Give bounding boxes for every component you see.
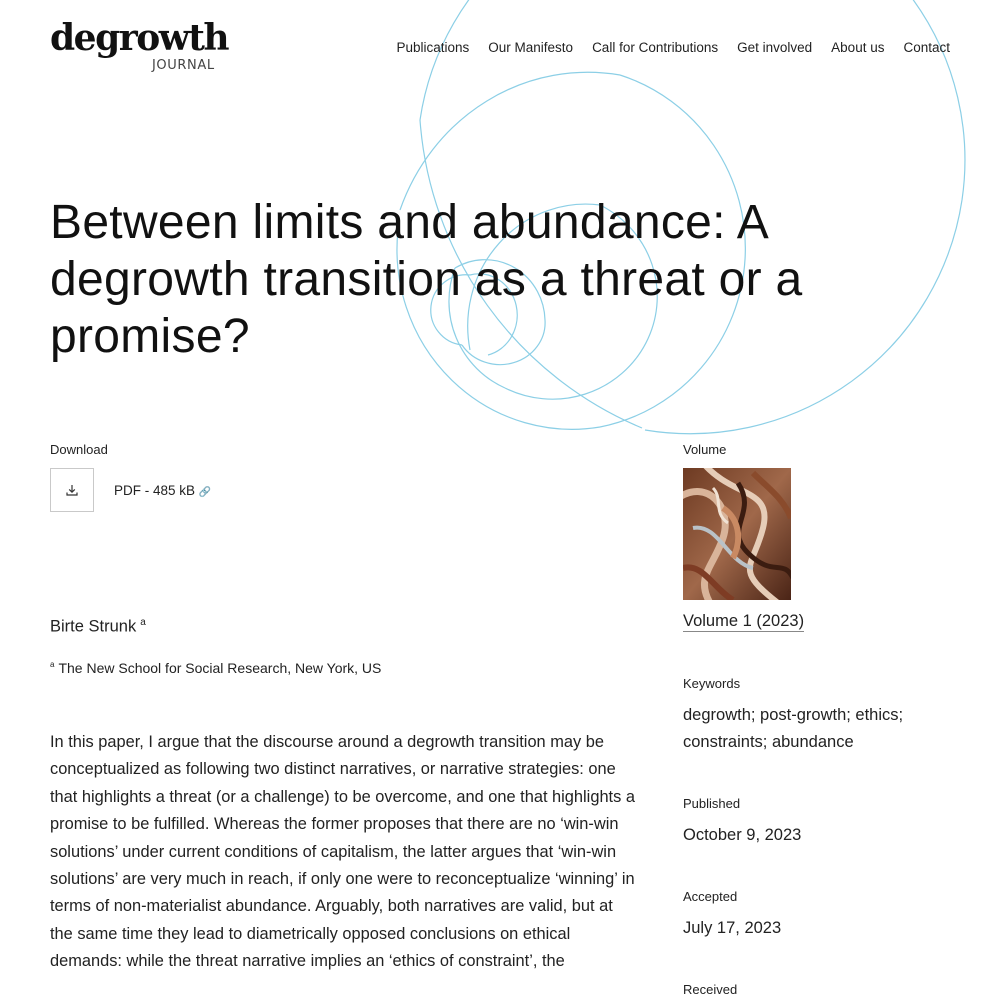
pdf-label: PDF - 485 kB: [114, 483, 196, 498]
download-label: Download: [50, 442, 108, 457]
pdf-download-link[interactable]: [114, 483, 211, 498]
volume-label: Volume: [683, 442, 727, 457]
accepted-date: July 17, 2023: [683, 919, 782, 937]
nav-about-us[interactable]: About us: [831, 40, 885, 55]
article-abstract: In this paper, I argue that the discourse around a degrowth transition may be conceptualized as following two distinct narratives, or narrative strategies: one that highlights a threat (or a challenge) to be overcome, and one that highlights a promise to be fulfilled. Whereas the former proposes that there are no ‘win-win solutions’ under current conditions of capitalism, the latter argues that ‘win-win solutions’ are very much in reach, if only one were to reconceptualize ‘winning’ in terms of non-materialist abundance. Arguably, both narratives are valid, but at the same time they lead to diametrically opposed conclusions on ethical demands: while the threat narrative implies an ‘ethics of constraint’, the: [50, 733, 635, 971]
download-pdf-button[interactable]: [50, 468, 94, 512]
author-name: [50, 617, 146, 637]
link-icon: 🔗: [198, 487, 212, 498]
received-label: Received: [683, 982, 738, 997]
published-label: Published: [683, 796, 741, 811]
keywords-value: degrowth; post-growth; ethics; constraints; abundance: [683, 706, 904, 751]
accepted-label: Accepted: [683, 889, 738, 904]
author-name-text: Birte Strunk: [50, 617, 137, 636]
nav-our-manifesto[interactable]: Our Manifesto: [488, 40, 574, 55]
author-affiliation-marker: a: [140, 617, 146, 628]
volume-link[interactable]: Volume 1 (2023): [683, 612, 805, 630]
affiliation-text: The New School for Social Research, New York, US: [58, 660, 382, 676]
keywords-label: Keywords: [683, 676, 741, 691]
nav-get-involved[interactable]: Get involved: [737, 40, 813, 55]
main-nav: [396, 40, 950, 55]
published-date: October 9, 2023: [683, 826, 802, 844]
logo-subtitle: JOURNAL: [152, 58, 215, 73]
affiliation-marker: a: [50, 660, 55, 670]
volume-cover-image[interactable]: [683, 468, 791, 600]
nav-call-for-contributions[interactable]: Call for Contributions: [592, 40, 719, 55]
nav-publications[interactable]: Publications: [396, 40, 470, 55]
site-logo[interactable]: [50, 17, 229, 73]
logo-wordmark: degrowth: [50, 17, 229, 59]
article-title: Between limits and abundance: A degrowth transition as a threat or a promise?: [50, 196, 803, 363]
download-icon: [65, 483, 79, 497]
author-affiliation: [50, 660, 381, 676]
nav-contact[interactable]: Contact: [903, 40, 950, 55]
